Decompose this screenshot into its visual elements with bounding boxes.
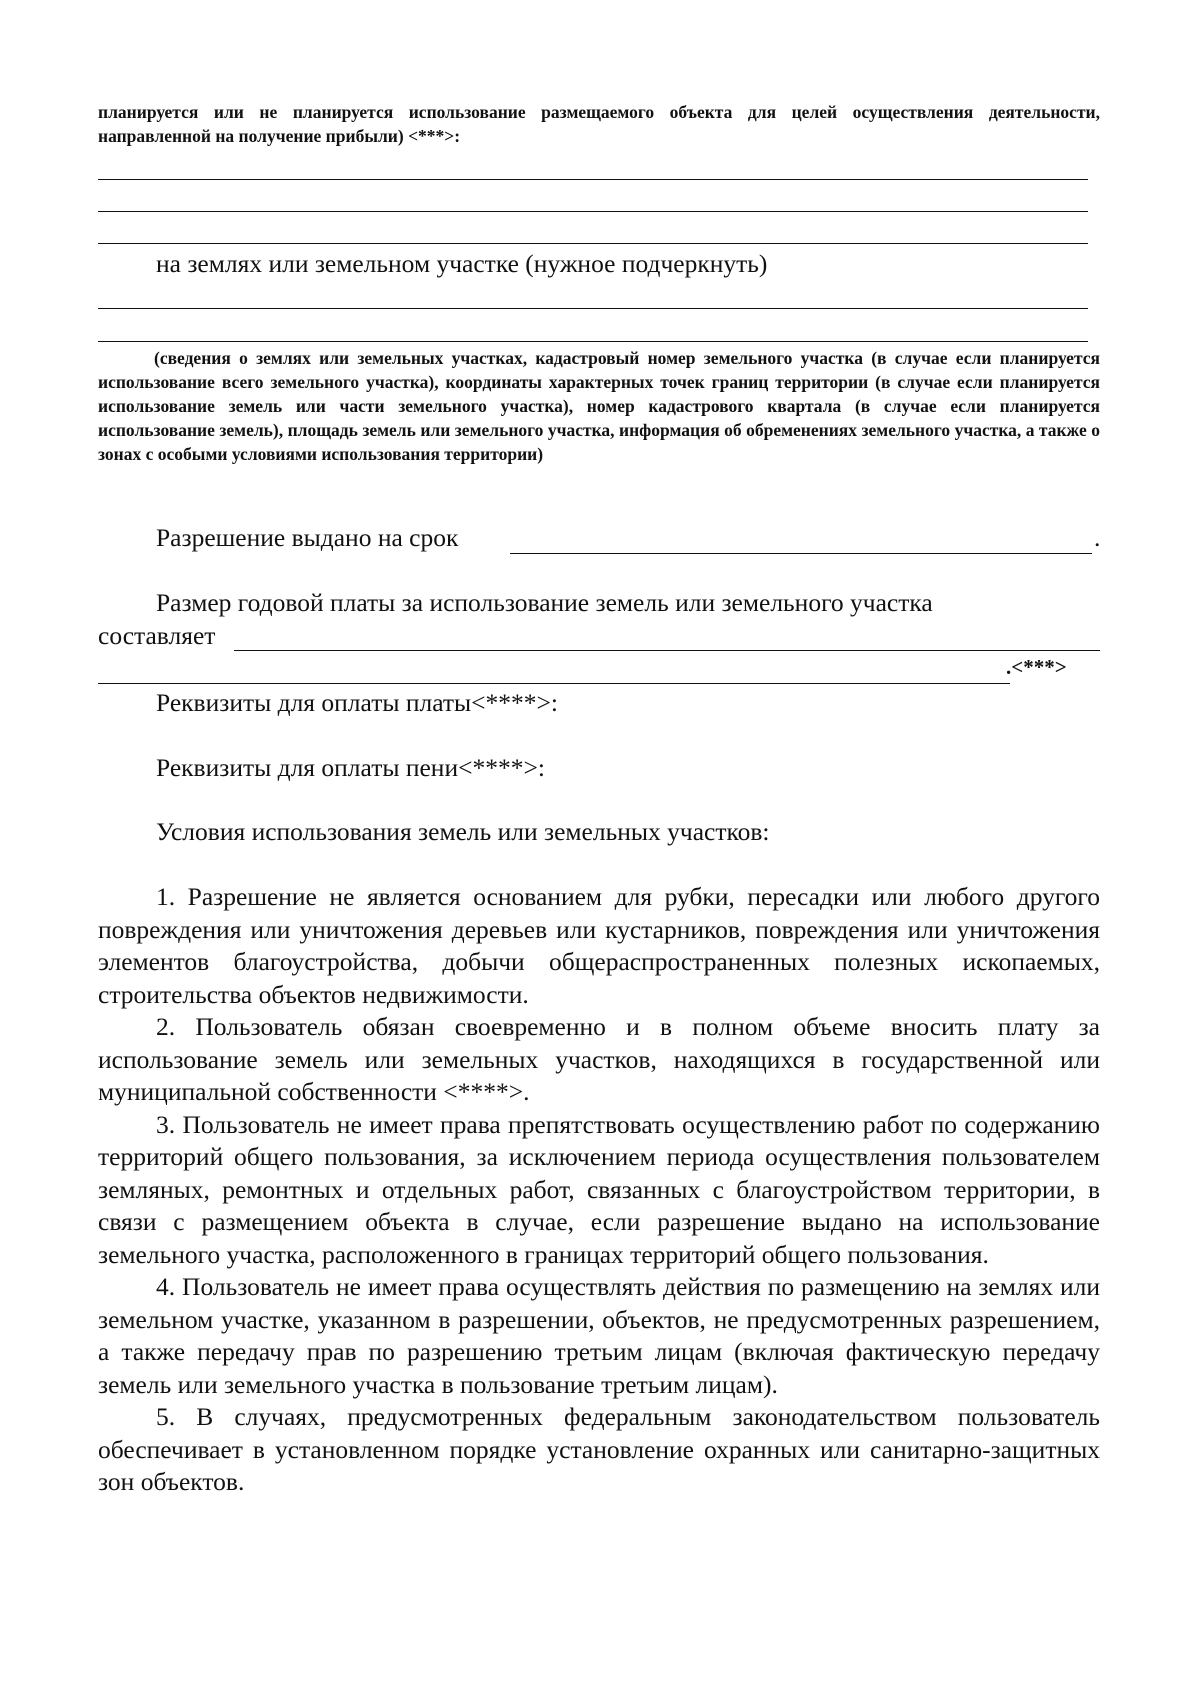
condition-item-5: 5. В случаях, предусмотренных федеральным законодательством пользователь обеспечивает в установленном порядке установление охранных или санитарно-защитных зон объектов. (98, 1402, 1100, 1496)
condition-item-3: 3. Пользователь не имеет права препятствовать осуществлению работ по содержанию территорий общего пользования, за исключением периода осуществления пользователем земляных, ремонтных и отдельных работ, связанных с благоустройством территории, в связи с размещением объекта в случае, если разрешение выдано на использование земельного участка, расположенного в границах территорий общего пользования. (98, 1109, 1100, 1269)
term-end: . (1094, 523, 1101, 552)
term-label: Разрешение выдано на срок (156, 523, 459, 552)
fee-blank-1 (234, 650, 1100, 651)
conditions-title: Условия использования земель или земельных участков: (156, 817, 770, 846)
fee-line: Размер годовой платы за использование земель или земельного участка (156, 588, 933, 617)
condition-item-1: 1. Разрешение не является основанием для рубки, пересадки или любого другого повреждения или уничтожения деревьев или кустарников, повреждения или уничтожения элементов благоустройства, добычи общераспространенных полезных ископаемых, строительства объектов недвижимости. (98, 882, 1100, 1009)
condition-item-4: 4. Пользователь не имеет права осуществлять действия по размещению на землях или земельном участке, указанном в разрешении, объектов, не предусмотренных разрешением, а также передачу прав по разрешению третьим лицам (включая фактическую передачу земель или земельного участка в пользование третьим лицам). (98, 1272, 1100, 1399)
land-info-note: (сведения о землях или земельных участках, кадастровый номер земельного участка (в случае если планируется использование всего земельного участка), координаты характерных точек границ территории (в случае если планируется использование земель или части земельного участка), номер кадастрового квартала (в случае если планируется использование земель), площадь земель или земельного участка, информация об обременениях земельного участка, а также о зонах с особыми условиями использования территории) (98, 348, 1100, 464)
condition-item-2: 2. Пользователь обязан своевременно и в полном объеме вносить плату за использование земель или земельных участков, находящихся в государственной или муниципальной собственности <****>. (98, 1012, 1100, 1106)
blank-line-2 (98, 211, 1088, 212)
land-choice: на землях или земельном участке (нужное подчеркнуть) (156, 249, 768, 278)
intro-text: планируется или не планируется использование размещаемого объекта для целей осуществления деятельности, направленной на получение прибыли) <***>: (98, 102, 1100, 146)
penalty-details: Реквизиты для оплаты пени<****>: (156, 753, 545, 782)
blank-line-5 (98, 341, 1088, 342)
conditions-list (98, 881, 1100, 1499)
fee-label: составляет (98, 621, 216, 650)
fee-marker: .<***> (1006, 655, 1067, 679)
term-blank (510, 553, 1092, 554)
payment-details: Реквизиты для оплаты платы<****>: (156, 688, 558, 717)
blank-line-3 (98, 243, 1088, 244)
fee-blank-2 (98, 683, 1010, 684)
blank-line-1 (98, 179, 1088, 180)
blank-line-4 (98, 308, 1088, 309)
